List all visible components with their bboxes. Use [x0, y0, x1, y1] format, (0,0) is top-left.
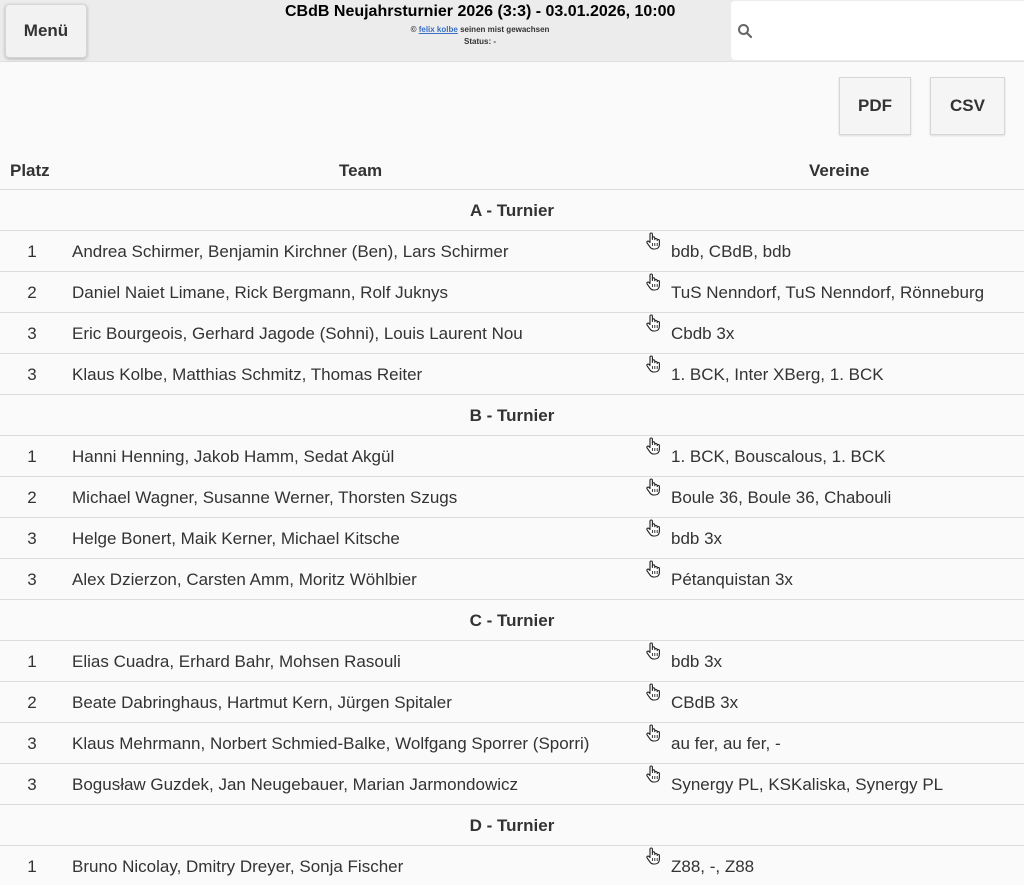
cell-platz: 2: [27, 693, 37, 712]
cell-vereine: Boule 36, Boule 36, Chabouli: [671, 488, 892, 507]
cell-platz: 3: [27, 365, 37, 384]
table-row: [0, 272, 1024, 313]
header-title-block: [230, 3, 730, 59]
cell-team: Elias Cuadra, Erhard Bahr, Mohsen Rasouli: [72, 652, 401, 671]
credit-link[interactable]: felix kolbe: [418, 25, 458, 34]
hand-pointer-icon[interactable]: [645, 723, 661, 743]
cell-vereine: CBdB 3x: [671, 693, 739, 712]
search-box[interactable]: [731, 1, 1024, 60]
cell-platz: 2: [27, 283, 37, 302]
cell-platz: 3: [27, 775, 37, 794]
search-icon: [737, 23, 753, 39]
cell-vereine: au fer, au fer, -: [671, 734, 781, 753]
hand-pointer-icon[interactable]: [645, 272, 661, 292]
cell-platz: 1: [27, 652, 37, 671]
cell-team: Eric Bourgeois, Gerhard Jagode (Sohni), Louis Laurent Nou: [72, 324, 523, 343]
cell-vereine: bdb 3x: [671, 529, 723, 548]
column-header-team: Team: [339, 161, 383, 180]
cell-platz: 3: [27, 570, 37, 589]
results-table: [0, 149, 1024, 885]
group-header: A - Turnier: [0, 190, 1024, 231]
table-row: [0, 846, 1024, 885]
table-row: [0, 764, 1024, 805]
group-header: C - Turnier: [0, 600, 1024, 641]
table-row: [0, 231, 1024, 272]
group-header: D - Turnier: [0, 805, 1024, 846]
table-row: [0, 559, 1024, 600]
hand-pointer-icon[interactable]: [645, 641, 661, 661]
cell-vereine: 1. BCK, Inter XBerg, 1. BCK: [671, 365, 884, 384]
cell-platz: 1: [27, 857, 37, 876]
hand-pointer-icon[interactable]: [645, 436, 661, 456]
hand-pointer-icon[interactable]: [645, 846, 661, 866]
cell-team: Alex Dzierzon, Carsten Amm, Moritz Wöhlbier: [72, 570, 417, 589]
cell-platz: 1: [27, 447, 37, 466]
hand-pointer-icon[interactable]: [645, 682, 661, 702]
cell-vereine: Z88, -, Z88: [671, 857, 755, 876]
hand-pointer-icon[interactable]: [645, 354, 661, 374]
cell-team: Klaus Kolbe, Matthias Schmitz, Thomas Reiter: [72, 365, 423, 384]
table-row: [0, 313, 1024, 354]
cell-vereine: bdb 3x: [671, 652, 723, 671]
page-title: CBdB Neujahrsturnier 2026 (3:3) - 03.01.2026, 10:00: [285, 3, 676, 20]
cell-vereine: bdb, CBdB, bdb: [671, 242, 792, 261]
table-row: [0, 436, 1024, 477]
hand-pointer-icon[interactable]: [645, 764, 661, 784]
table-row: [0, 518, 1024, 559]
hand-pointer-icon[interactable]: [645, 518, 661, 538]
hand-pointer-icon[interactable]: [645, 313, 661, 333]
menu-button[interactable]: Menü: [5, 4, 87, 58]
cell-vereine: 1. BCK, Bouscalous, 1. BCK: [671, 447, 886, 466]
cell-team: Andrea Schirmer, Benjamin Kirchner (Ben), Lars Schirmer: [72, 242, 509, 261]
table-row: [0, 641, 1024, 682]
cell-team: Beate Dabringhaus, Hartmut Kern, Jürgen Spitaler: [72, 693, 452, 712]
table-header: [0, 149, 1024, 190]
cell-vereine: Synergy PL, KSKaliska, Synergy PL: [671, 775, 944, 794]
cell-vereine: TuS Nenndorf, TuS Nenndorf, Rönneburg: [671, 283, 985, 302]
cell-platz: 1: [27, 242, 37, 261]
group-header: B - Turnier: [0, 395, 1024, 436]
cell-team: Klaus Mehrmann, Norbert Schmied-Balke, Wolfgang Sporrer (Sporri): [72, 734, 590, 753]
hand-pointer-icon[interactable]: [645, 477, 661, 497]
top-bar: [0, 0, 1024, 62]
search-input[interactable]: [759, 9, 1019, 51]
cell-platz: 2: [27, 488, 37, 507]
credit-suffix: seinen mist gewachsen: [460, 25, 550, 34]
cell-team: Helge Bonert, Maik Kerner, Michael Kitsche: [72, 529, 400, 548]
credit-prefix: ©: [410, 25, 417, 34]
csv-export-button[interactable]: CSV: [930, 77, 1005, 135]
cell-platz: 3: [27, 324, 37, 343]
hand-pointer-icon[interactable]: [645, 559, 661, 579]
cell-team: Michael Wagner, Susanne Werner, Thorsten Szugs: [72, 488, 458, 507]
cell-team: Bruno Nicolay, Dmitry Dreyer, Sonja Fischer: [72, 857, 404, 876]
cell-platz: 3: [27, 529, 37, 548]
table-body: [0, 190, 1024, 885]
status-text: Status: -: [464, 37, 496, 46]
column-header-vereine: Vereine: [809, 161, 870, 180]
cell-team: Daniel Naiet Limane, Rick Bergmann, Rolf Juknys: [72, 283, 449, 302]
table-row: [0, 723, 1024, 764]
column-header-platz: Platz: [10, 161, 50, 180]
table-row: [0, 354, 1024, 395]
table-row: [0, 477, 1024, 518]
cell-vereine: Pétanquistan 3x: [671, 570, 793, 589]
table-row: [0, 682, 1024, 723]
cell-team: Bogusław Guzdek, Jan Neugebauer, Marian Jarmondowicz: [72, 775, 519, 794]
credit-line: [230, 24, 730, 36]
hand-pointer-icon[interactable]: [645, 231, 661, 251]
cell-vereine: Cbdb 3x: [671, 324, 735, 343]
cell-team: Hanni Henning, Jakob Hamm, Sedat Akgül: [72, 447, 395, 466]
pdf-export-button[interactable]: PDF: [839, 77, 911, 135]
cell-platz: 3: [27, 734, 37, 753]
